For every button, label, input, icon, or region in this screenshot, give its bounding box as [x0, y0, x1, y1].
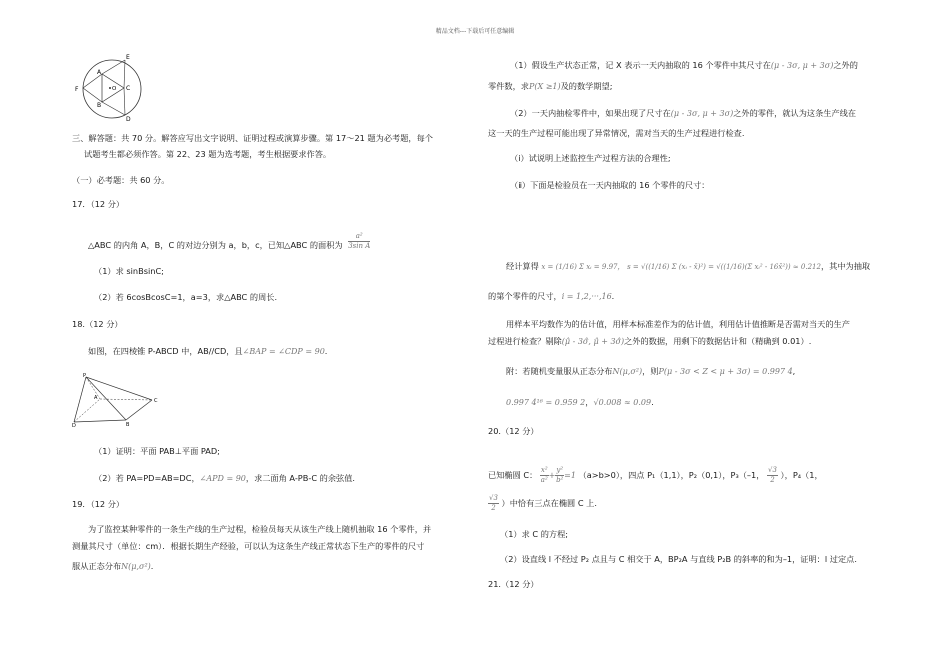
q20-ellipse-x-num: x²: [540, 466, 548, 474]
q19-sub1-line1: [510, 60, 858, 71]
section3-line2: 试题考生都必须作答。第 22、23 题为选考题，考生根据要求作答。: [84, 149, 332, 159]
required-heading: （一）必考题：共 60 分。: [72, 175, 170, 185]
q20-p3-den: 2: [770, 476, 775, 484]
q19-appendix-line2-math2: √0.008 ≈ 0.09: [593, 398, 652, 407]
q18-part2: [94, 473, 355, 484]
q20-ellipse-eq: =1: [564, 471, 576, 480]
q18-part2-b: ，求二面角 A-PB-C 的余弦值.: [245, 473, 355, 483]
pyramid-label-b: B: [126, 422, 130, 428]
q19-sub1-math: (μ - 3σ, μ + 3σ): [770, 61, 834, 70]
q20-p3-fraction: [767, 466, 778, 485]
q18-stem: [88, 346, 327, 357]
q19-estimate-line1: 用样本平均数作为的估计值，用样本标准差作为的估计值，利用估计值推断是否需对当天的生产: [506, 319, 850, 329]
q19-title: 19．（12 分）: [72, 499, 125, 509]
q19-computation-sd: s = √((1/16) Σ (xᵢ - x̄)²) = √((1/16)(Σ xᵢ² - 16x̄²)) ≈ 0.212: [627, 263, 821, 271]
q18-stem-text: 如图，在四棱锥 P-ABCD 中，AB//CD，且: [88, 346, 243, 356]
q17-part2: （2）若 6cosBcosC=1，a=3，求△ABC 的周长.: [94, 292, 278, 302]
q19-sub2-ii: （ⅱ）下面是检验员在一天内抽取的 16 个零件的尺寸：: [510, 180, 710, 190]
q17-area-num: a²: [348, 232, 370, 242]
q19-appendix-b: ，则: [642, 366, 659, 376]
q19-sub2-line2: 这一天的生产过程可能出现了异常情况，需对当天的生产过程进行检查.: [488, 128, 745, 138]
q18-part1: （1）证明：平面 PAB⊥平面 PAD;: [94, 446, 220, 456]
q20-p4-fraction: [488, 494, 499, 513]
q20-part1: （1）求 C 的方程;: [500, 529, 569, 539]
q18-part2-a: （2）若 PA=PD=AB=DC，: [94, 473, 200, 483]
q17-area-den: 3sin A: [348, 242, 371, 250]
q19-sub1-line2-math: P(X ≥1): [528, 82, 561, 91]
section3-line1: 三、解答题：共 70 分。解答应写出文字说明、证明过程或演算步骤。第 17～21 题为必考题，每个: [72, 133, 433, 143]
q20-ellipse-x-den: a²: [540, 476, 548, 484]
q19-computation: [506, 261, 870, 273]
q19-estimate-line2-math: (μ̂ - 3σ̂, μ̂ + 3σ̂): [561, 337, 625, 346]
q20-ellipse-plus: +: [548, 471, 556, 480]
q21-title: 21.（12 分）: [488, 579, 539, 589]
circle-label-f: F: [75, 86, 79, 93]
q18-part2-math: ∠APD = 90: [199, 474, 246, 483]
q20-ellipse-y-num: y²: [556, 466, 564, 474]
q19-sub2-line1: [510, 108, 856, 119]
q20-stem-line1: [488, 466, 823, 485]
q19-line3-b: .: [150, 561, 154, 571]
page-header: 精品文档---下载后可任意编辑: [435, 28, 515, 35]
q20-stem-d: ）中恰有三点在椭圆 C 上.: [501, 498, 597, 508]
q20-p3-num: √3: [768, 466, 777, 474]
q17-stem-text: △ABC 的内角 A，B，C 的对边分别为 a，b，c，已知△ABC 的面积为: [88, 240, 343, 250]
q19-estimate-line2-a: 过程进行检查？剔除: [488, 336, 562, 346]
circle-label-b: B: [97, 102, 102, 109]
q17-area-fraction: [348, 232, 370, 251]
q18-stem-math: ∠BAP = ∠CDP = 90: [242, 347, 325, 356]
q19-sub1-a: （1）假设生产状态正常，记 X 表示一天内抽取的 16 个零件中其尺寸在: [510, 60, 771, 70]
q20-title: 20.（12 分）: [488, 426, 539, 436]
q20-ellipse-y: [555, 466, 564, 485]
q19-sub1-b: 之外的: [833, 60, 858, 70]
q19-sub1-line2: [488, 81, 613, 92]
q18-stem-end: .: [324, 346, 328, 356]
q19-sub2-a: （2）一天内抽检零件中，如果出现了尺寸在: [510, 108, 671, 118]
q19-line2: 测量其尺寸（单位：cm）．根据长期生产经验，可以认为这条生产线正常状态下生产的零件的尺寸: [72, 541, 425, 551]
circle-figure: [72, 52, 152, 122]
q19-sub1-line2-b: 及的数学期望;: [560, 81, 613, 91]
q19-sub2-math: (μ - 3σ, μ + 3σ): [670, 109, 734, 118]
q17-title: 17．（12 分）: [72, 199, 125, 209]
q19-appendix-line2-math1: 0.997 4¹⁶ = 0.959 2: [506, 398, 586, 407]
pyramid-figure: [72, 372, 162, 428]
circle-label-c: C: [126, 85, 131, 92]
q19-sub2-i: （ⅰ）试说明上述监控生产过程方法的合理性;: [510, 153, 671, 163]
q19-sub1-line2-a: 零件数，求: [488, 81, 529, 91]
circle-label-o: O: [112, 86, 117, 92]
q19-appendix-math2: P(μ - 3σ < Z < μ + 3σ) = 0.997 4: [658, 367, 793, 376]
pyramid-label-p: P: [83, 373, 87, 379]
q17-part1: （1）求 sinBsinC;: [94, 266, 164, 276]
q19-appendix-line1: [506, 366, 795, 377]
q19-computation-line2-math: i = 1,2,···,16: [561, 292, 612, 301]
q19-computation-line2: [488, 291, 614, 302]
q18-title: 18.（12 分）: [72, 319, 123, 329]
q20-ellipse-y-den: b²: [556, 476, 564, 484]
q19-computation-line2-a: 的第个零件的尺寸，: [488, 291, 562, 301]
q19-appendix-c: ,: [792, 366, 796, 376]
q19-estimate-line2-b: 之外的数据，用剩下的数据估计和（精确到 0.01）.: [624, 336, 812, 346]
q19-computation-mean: x = (1/16) Σ xᵢ = 9.97，: [541, 263, 625, 271]
q19-computation-a: 经计算得: [506, 261, 539, 271]
q19-computation-b: ，其中为抽取: [820, 261, 871, 271]
q19-estimate-line2: [488, 336, 811, 347]
q19-appendix-line2-c: .: [651, 397, 654, 407]
circle-label-e: E: [126, 54, 130, 61]
circle-label-d: D: [126, 116, 131, 122]
q19-appendix-line2: [506, 397, 654, 408]
q20-p4-den: 2: [491, 504, 496, 512]
q19-line1: 为了监控某种零件的一条生产线的生产过程，检验员每天从该生产线上随机抽取 16 个零件，并: [88, 524, 432, 534]
pyramid-label-c: C: [154, 398, 158, 404]
pyramid-label-a: A: [94, 395, 98, 401]
q20-stem-b: （a>b>0），四点 P₁（1,1），P₂（0,1），P₃（–1，: [578, 470, 765, 480]
q19-appendix-line2-b: ，: [585, 397, 594, 407]
q19-computation-line2-b: .: [611, 291, 615, 301]
q19-appendix-a: 附：若随机变量服从正态分布: [506, 366, 613, 376]
q20-part2: （2）设直线 l 不经过 P₂ 点且与 C 相交于 A，BP₂A 与直线 P₂B 的斜率的和为–1，证明：l 过定点.: [500, 554, 857, 564]
q20-ellipse-x: [540, 466, 549, 485]
q19-line3-a: 服从正态分布: [72, 561, 122, 571]
q20-stem-c: ），P₄（1，: [780, 470, 823, 480]
q19-line3: [72, 561, 153, 572]
pyramid-label-d: D: [72, 423, 76, 428]
q19-line3-math: N(μ,σ²): [121, 562, 151, 571]
circle-label-a: A: [97, 69, 102, 76]
q19-sub2-b: 之外的零件，就认为这条生产线在: [733, 108, 857, 118]
q20-p4-num: √3: [489, 494, 498, 502]
q19-appendix-math1: N(μ,σ²): [612, 367, 643, 376]
q20-stem-a: 已知椭圆 C：: [488, 470, 538, 480]
q20-stem-line2: [488, 494, 597, 513]
q17-stem: [88, 232, 371, 255]
